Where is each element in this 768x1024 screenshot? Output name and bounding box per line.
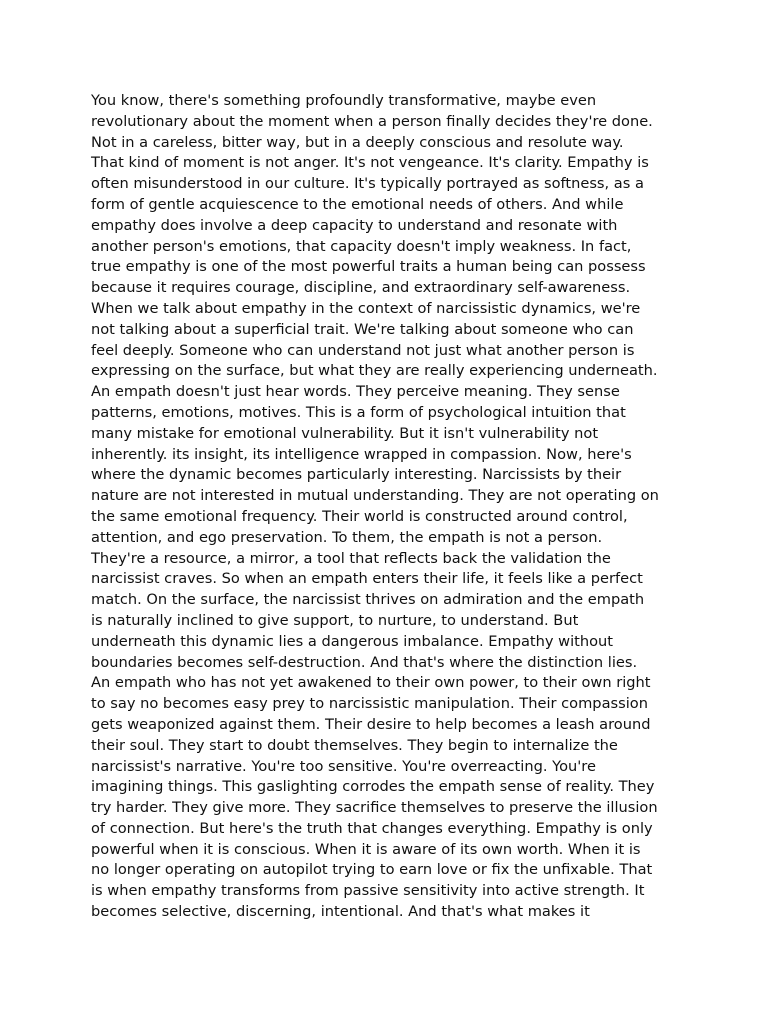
text-line: of connection. But here's the truth that changes everything. Empathy is only (91, 819, 653, 837)
text-line: powerful when it is conscious. When it is aware of its own worth. When it is (91, 840, 641, 858)
text-line: becomes selective, discerning, intentional. And that's what makes it (91, 903, 590, 921)
text-line: empathy does involve a deep capacity to understand and resonate with (91, 216, 618, 234)
text-line: because it requires courage, discipline, and extraordinary self-awareness. (91, 279, 631, 297)
body-paragraph (91, 91, 691, 923)
text-line: another person's emotions, that capacity doesn't imply weakness. In fact, (91, 237, 632, 255)
text-line: You know, there's something profoundly transformative, maybe even (91, 92, 597, 109)
text-line: inherently. its insight, its intelligence wrapped in compassion. Now, here's (91, 445, 632, 463)
text-line: imagining things. This gaslighting corrodes the empath sense of reality. They (91, 778, 655, 796)
text-line: boundaries becomes self-destruction. And that's where the distinction lies. (91, 653, 638, 671)
text-line: where the dynamic becomes particularly interesting. Narcissists by their (91, 466, 622, 484)
text-line: try harder. They give more. They sacrifice themselves to preserve the illusion (91, 799, 658, 817)
text-line: is naturally inclined to give support, to nurture, to understand. But (91, 611, 579, 629)
text-line: nature are not interested in mutual understanding. They are not operating on (91, 487, 659, 505)
text-line: feel deeply. Someone who can understand not just what another person is (91, 341, 635, 359)
text-line: to say no becomes easy prey to narcissistic manipulation. Their compassion (91, 695, 648, 713)
text-line: When we talk about empathy in the context of narcissistic dynamics, we're (91, 299, 641, 317)
text-line: attention, and ego preservation. To them, the empath is not a person. (91, 528, 603, 546)
text-line: narcissist craves. So when an empath enters their life, it feels like a perfect (91, 570, 643, 588)
text-line: often misunderstood in our culture. It's typically portrayed as softness, as a (91, 175, 644, 193)
text-line: no longer operating on autopilot trying to earn love or fix the unfixable. That (91, 861, 653, 879)
text-line: gets weaponized against them. Their desire to help becomes a leash around (91, 715, 651, 733)
text-line: the same emotional frequency. Their world is constructed around control, (91, 507, 628, 525)
text-line: underneath this dynamic lies a dangerous imbalance. Empathy without (91, 632, 614, 650)
text-line: narcissist's narrative. You're too sensitive. You're overreacting. You're (91, 757, 596, 775)
text-line: their soul. They start to doubt themselves. They begin to internalize the (91, 736, 618, 754)
text-line: revolutionary about the moment when a person finally decides they're done. (91, 112, 653, 130)
text-line: is when empathy transforms from passive sensitivity into active strength. It (91, 882, 645, 900)
text-line: An empath who has not yet awakened to their own power, to their own right (91, 674, 651, 692)
text-line: patterns, emotions, motives. This is a form of psychological intuition that (91, 403, 626, 421)
text-line: not talking about a superficial trait. We're talking about someone who can (91, 320, 634, 338)
text-line: match. On the surface, the narcissist thrives on admiration and the empath (91, 591, 645, 609)
text-line: form of gentle acquiescence to the emotional needs of others. And while (91, 195, 624, 213)
text-line: expressing on the surface, but what they are really experiencing underneath. (91, 362, 658, 380)
text-line: Not in a careless, bitter way, but in a deeply conscious and resolute way. (91, 133, 624, 151)
text-line: many mistake for emotional vulnerability. But it isn't vulnerability not (91, 424, 599, 442)
text-line: An empath doesn't just hear words. They perceive meaning. They sense (91, 383, 620, 401)
text-line: true empathy is one of the most powerful traits a human being can possess (91, 258, 646, 276)
text-line: That kind of moment is not anger. It's not vengeance. It's clarity. Empathy is (91, 154, 649, 172)
text-line: They're a resource, a mirror, a tool that reflects back the validation the (91, 549, 611, 567)
